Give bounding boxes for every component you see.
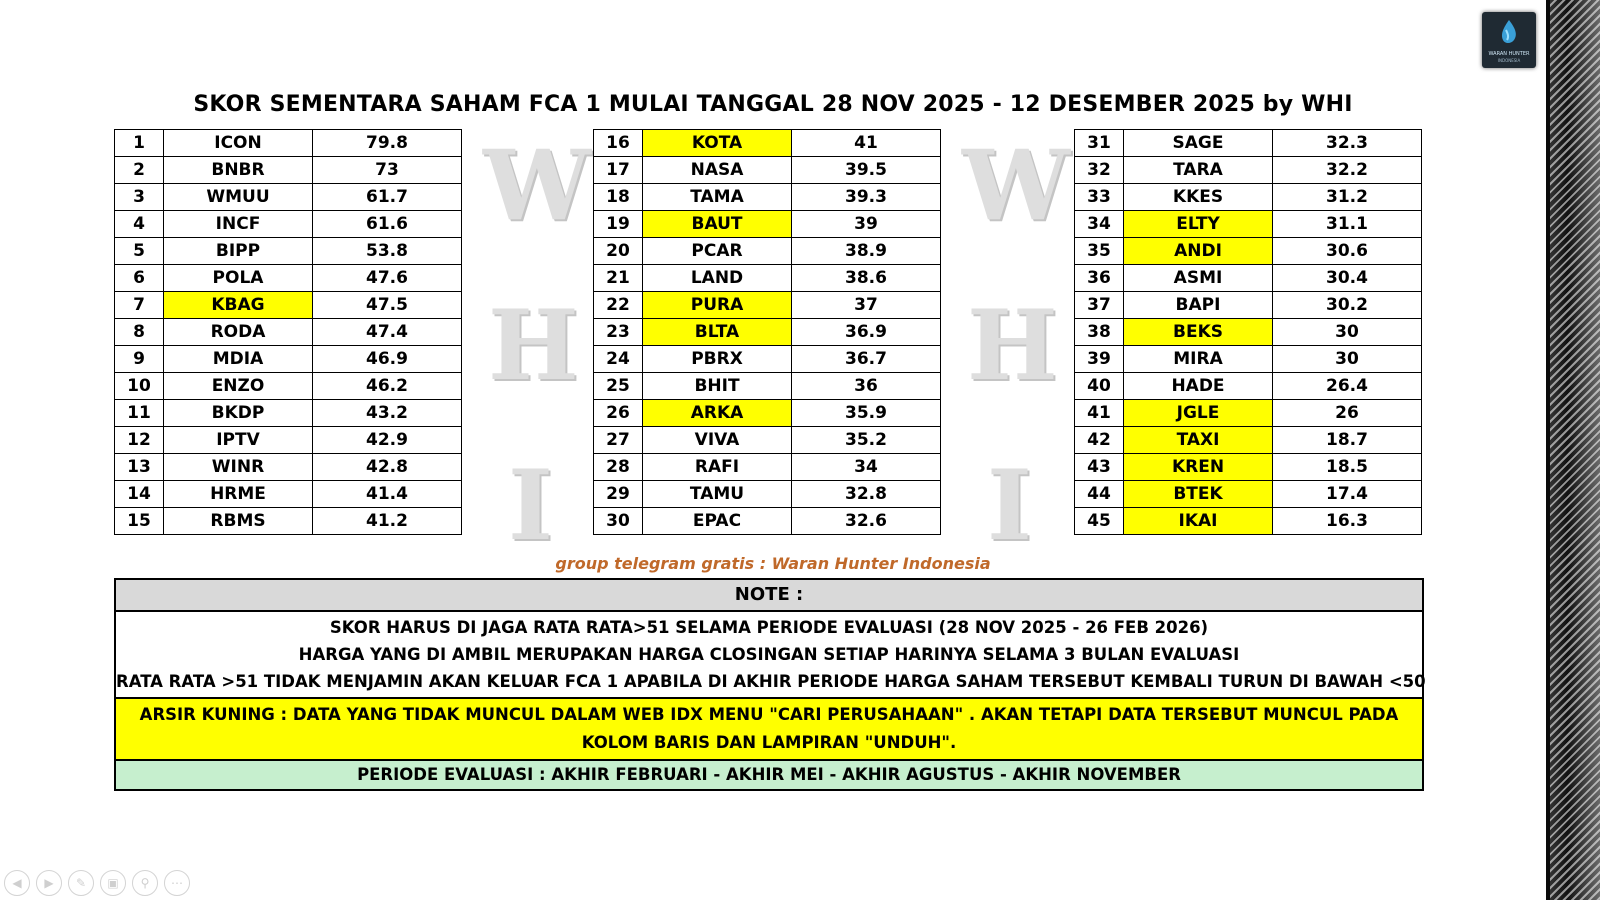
score-table-1 [114,129,462,535]
rank-cell: 25 [594,373,643,400]
rank-cell: 43 [1075,454,1124,481]
stock-code-cell: WINR [164,454,313,481]
rank-cell: 45 [1075,508,1124,535]
stock-code-cell: RBMS [164,508,313,535]
table-row [594,346,941,373]
rank-cell: 33 [1075,184,1124,211]
stock-code-cell: HRME [164,481,313,508]
stock-code-cell: KREN [1124,454,1273,481]
score-cell: 30 [1273,319,1422,346]
slides-icon[interactable]: ▣ [100,870,126,896]
score-cell: 32.3 [1273,130,1422,157]
table-row [115,427,462,454]
score-cell: 38.6 [792,265,941,292]
score-cell: 39.5 [792,157,941,184]
rank-cell: 10 [115,373,164,400]
table-row [594,292,941,319]
stock-code-cell: MIRA [1124,346,1273,373]
table-row [1075,400,1422,427]
rank-cell: 11 [115,400,164,427]
rank-cell: 26 [594,400,643,427]
stock-code-cell: BHIT [643,373,792,400]
score-cell: 32.8 [792,481,941,508]
table-row [115,481,462,508]
decorative-strip-edge [1546,0,1550,900]
score-cell: 41 [792,130,941,157]
rank-cell: 36 [1075,265,1124,292]
stock-code-cell: ICON [164,130,313,157]
stock-code-cell: MDIA [164,346,313,373]
score-cell: 37 [792,292,941,319]
rank-cell: 27 [594,427,643,454]
stock-code-cell: PURA [643,292,792,319]
stock-code-cell: HADE [1124,373,1273,400]
logo-text-line1: WARAN HUNTER [1488,51,1530,57]
rank-cell: 28 [594,454,643,481]
telegram-note: group telegram gratis : Waran Hunter Indonesia [555,554,991,573]
rank-cell: 12 [115,427,164,454]
rank-cell: 41 [1075,400,1124,427]
table-row [594,130,941,157]
watermark-letter: W [962,129,1070,242]
table-row [1075,454,1422,481]
table-row [115,346,462,373]
page-title: SKOR SEMENTARA SAHAM FCA 1 MULAI TANGGAL 28 NOV 2025 - 12 DESEMBER 2025 by WHI [193,92,1353,117]
score-cell: 43.2 [313,400,462,427]
score-cell: 36.9 [792,319,941,346]
note-line: RATA RATA >51 TIDAK MENJAMIN AKAN KELUAR FCA 1 APABILA DI AKHIR PERIODE HARGA SAHAM TERSEBUT KEMBALI TURUN DI BAWAH <50 [116,672,1426,691]
score-cell: 47.5 [313,292,462,319]
rank-cell: 19 [594,211,643,238]
table-row [594,454,941,481]
stock-code-cell: ANDI [1124,238,1273,265]
rank-cell: 37 [1075,292,1124,319]
rank-cell: 3 [115,184,164,211]
score-cell: 47.4 [313,319,462,346]
table-row [115,265,462,292]
stock-code-cell: EPAC [643,508,792,535]
stock-code-cell: POLA [164,265,313,292]
stock-code-cell: ASMI [1124,265,1273,292]
stock-code-cell: ENZO [164,373,313,400]
table-row [115,157,462,184]
score-cell: 18.7 [1273,427,1422,454]
score-table-2 [593,129,941,535]
stock-code-cell: BKDP [164,400,313,427]
more-icon[interactable]: ⋯ [164,870,190,896]
rank-cell: 35 [1075,238,1124,265]
score-cell: 30.6 [1273,238,1422,265]
rank-cell: 30 [594,508,643,535]
score-cell: 39 [792,211,941,238]
table-row [1075,508,1422,535]
score-cell: 18.5 [1273,454,1422,481]
watermark-letter: I [508,449,553,562]
table-row [115,400,462,427]
rank-cell: 39 [1075,346,1124,373]
rank-cell: 31 [1075,130,1124,157]
score-cell: 35.2 [792,427,941,454]
stock-code-cell: NASA [643,157,792,184]
yellow-highlight-note [116,697,1422,759]
rank-cell: 40 [1075,373,1124,400]
score-cell: 46.2 [313,373,462,400]
rank-cell: 4 [115,211,164,238]
rank-cell: 15 [115,508,164,535]
logo [1482,12,1536,68]
yellow-note-line: ARSIR KUNING : DATA YANG TIDAK MUNCUL DALAM WEB IDX MENU "CARI PERUSAHAAN" . AKAN TETAPI DATA TERSEBUT MUNCUL PADA [139,705,1399,724]
zoom-icon[interactable]: ⚲ [132,870,158,896]
watermark-letter: W [483,129,591,242]
note-line: HARGA YANG DI AMBIL MERUPAKAN HARGA CLOSINGAN SETIAP HARINYA SELAMA 3 BULAN EVALUASI [298,645,1240,664]
table-row [115,130,462,157]
pen-icon[interactable]: ✎ [68,870,94,896]
rank-cell: 17 [594,157,643,184]
stock-code-cell: BTEK [1124,481,1273,508]
table-row [1075,211,1422,238]
score-cell: 42.8 [313,454,462,481]
stock-code-cell: LAND [643,265,792,292]
table-row [1075,157,1422,184]
stock-code-cell: KBAG [164,292,313,319]
score-cell: 30.4 [1273,265,1422,292]
rank-cell: 5 [115,238,164,265]
score-cell: 17.4 [1273,481,1422,508]
logo-text-line2: INDONESIA [1497,58,1521,63]
table-row [1075,130,1422,157]
slideshow-toolbar [4,870,190,896]
table-row [594,481,941,508]
stock-code-cell: JGLE [1124,400,1273,427]
stock-code-cell: ELTY [1124,211,1273,238]
watermark-letter: I [987,449,1032,562]
table-row [115,238,462,265]
stock-code-cell: PCAR [643,238,792,265]
table-row [115,211,462,238]
forward-icon[interactable]: ▶ [36,870,62,896]
score-cell: 30.2 [1273,292,1422,319]
rank-cell: 16 [594,130,643,157]
score-cell: 31.1 [1273,211,1422,238]
table-row [594,184,941,211]
rank-cell: 9 [115,346,164,373]
rank-cell: 23 [594,319,643,346]
rank-cell: 20 [594,238,643,265]
watermark-letter: H [488,289,579,402]
stock-code-cell: BIPP [164,238,313,265]
watermark-letter: H [967,289,1058,402]
table-row [594,211,941,238]
stock-code-cell: SAGE [1124,130,1273,157]
table-row [594,265,941,292]
table-row [594,508,941,535]
score-cell: 31.2 [1273,184,1422,211]
table-row [1075,319,1422,346]
score-cell: 36.7 [792,346,941,373]
stock-code-cell: WMUU [164,184,313,211]
table-row [594,427,941,454]
table-row [594,319,941,346]
rank-cell: 42 [1075,427,1124,454]
stock-code-cell: BAUT [643,211,792,238]
score-cell: 38.9 [792,238,941,265]
score-cell: 42.9 [313,427,462,454]
stock-code-cell: BNBR [164,157,313,184]
stock-code-cell: RAFI [643,454,792,481]
rank-cell: 1 [115,130,164,157]
rank-cell: 38 [1075,319,1124,346]
table-row [1075,373,1422,400]
score-cell: 61.6 [313,211,462,238]
back-icon[interactable]: ◀ [4,870,30,896]
table-row [115,508,462,535]
score-cell: 26.4 [1273,373,1422,400]
stock-code-cell: INCF [164,211,313,238]
stock-code-cell: PBRX [643,346,792,373]
score-cell: 35.9 [792,400,941,427]
rank-cell: 32 [1075,157,1124,184]
score-cell: 39.3 [792,184,941,211]
rank-cell: 34 [1075,211,1124,238]
score-cell: 32.6 [792,508,941,535]
score-cell: 47.6 [313,265,462,292]
table-row [594,157,941,184]
stock-code-cell: BAPI [1124,292,1273,319]
score-cell: 79.8 [313,130,462,157]
score-cell: 41.4 [313,481,462,508]
score-cell: 34 [792,454,941,481]
rank-cell: 29 [594,481,643,508]
score-cell: 46.9 [313,346,462,373]
evaluation-period-note: PERIODE EVALUASI : AKHIR FEBRUARI - AKHIR MEI - AKHIR AGUSTUS - AKHIR NOVEMBER [116,759,1422,789]
table-row [115,292,462,319]
score-cell: 26 [1273,400,1422,427]
table-row [594,400,941,427]
decorative-strip [1546,0,1600,900]
table-row [115,373,462,400]
table-row [594,373,941,400]
score-cell: 53.8 [313,238,462,265]
score-cell: 73 [313,157,462,184]
rank-cell: 14 [115,481,164,508]
stock-code-cell: BEKS [1124,319,1273,346]
score-cell: 16.3 [1273,508,1422,535]
table-row [115,184,462,211]
yellow-note-line: KOLOM BARIS DAN LAMPIRAN "UNDUH". [581,733,957,752]
table-row [1075,238,1422,265]
rank-cell: 7 [115,292,164,319]
table-row [1075,481,1422,508]
table-row [594,238,941,265]
note-header: NOTE : [116,580,1422,612]
table-row [1075,427,1422,454]
table-row [1075,346,1422,373]
stock-code-cell: IPTV [164,427,313,454]
note-line: SKOR HARUS DI JAGA RATA RATA>51 SELAMA PERIODE EVALUASI (28 NOV 2025 - 26 FEB 2026) [329,618,1209,637]
rank-cell: 44 [1075,481,1124,508]
stock-code-cell: IKAI [1124,508,1273,535]
rank-cell: 13 [115,454,164,481]
score-cell: 41.2 [313,508,462,535]
table-row [1075,184,1422,211]
stock-code-cell: BLTA [643,319,792,346]
score-table-3 [1074,129,1422,535]
rank-cell: 22 [594,292,643,319]
rank-cell: 8 [115,319,164,346]
note-box [114,578,1424,791]
score-cell: 32.2 [1273,157,1422,184]
rank-cell: 2 [115,157,164,184]
stock-code-cell: TAMA [643,184,792,211]
stock-code-cell: ARKA [643,400,792,427]
rank-cell: 6 [115,265,164,292]
rank-cell: 21 [594,265,643,292]
score-cell: 61.7 [313,184,462,211]
table-row [1075,265,1422,292]
stock-code-cell: KKES [1124,184,1273,211]
stock-code-cell: TARA [1124,157,1273,184]
stock-code-cell: RODA [164,319,313,346]
table-row [1075,292,1422,319]
score-cell: 36 [792,373,941,400]
rank-cell: 24 [594,346,643,373]
stock-code-cell: VIVA [643,427,792,454]
rank-cell: 18 [594,184,643,211]
stock-code-cell: TAMU [643,481,792,508]
stock-code-cell: KOTA [643,130,792,157]
table-row [115,454,462,481]
stock-code-cell: TAXI [1124,427,1273,454]
note-body [116,612,1426,697]
table-row [115,319,462,346]
score-cell: 30 [1273,346,1422,373]
